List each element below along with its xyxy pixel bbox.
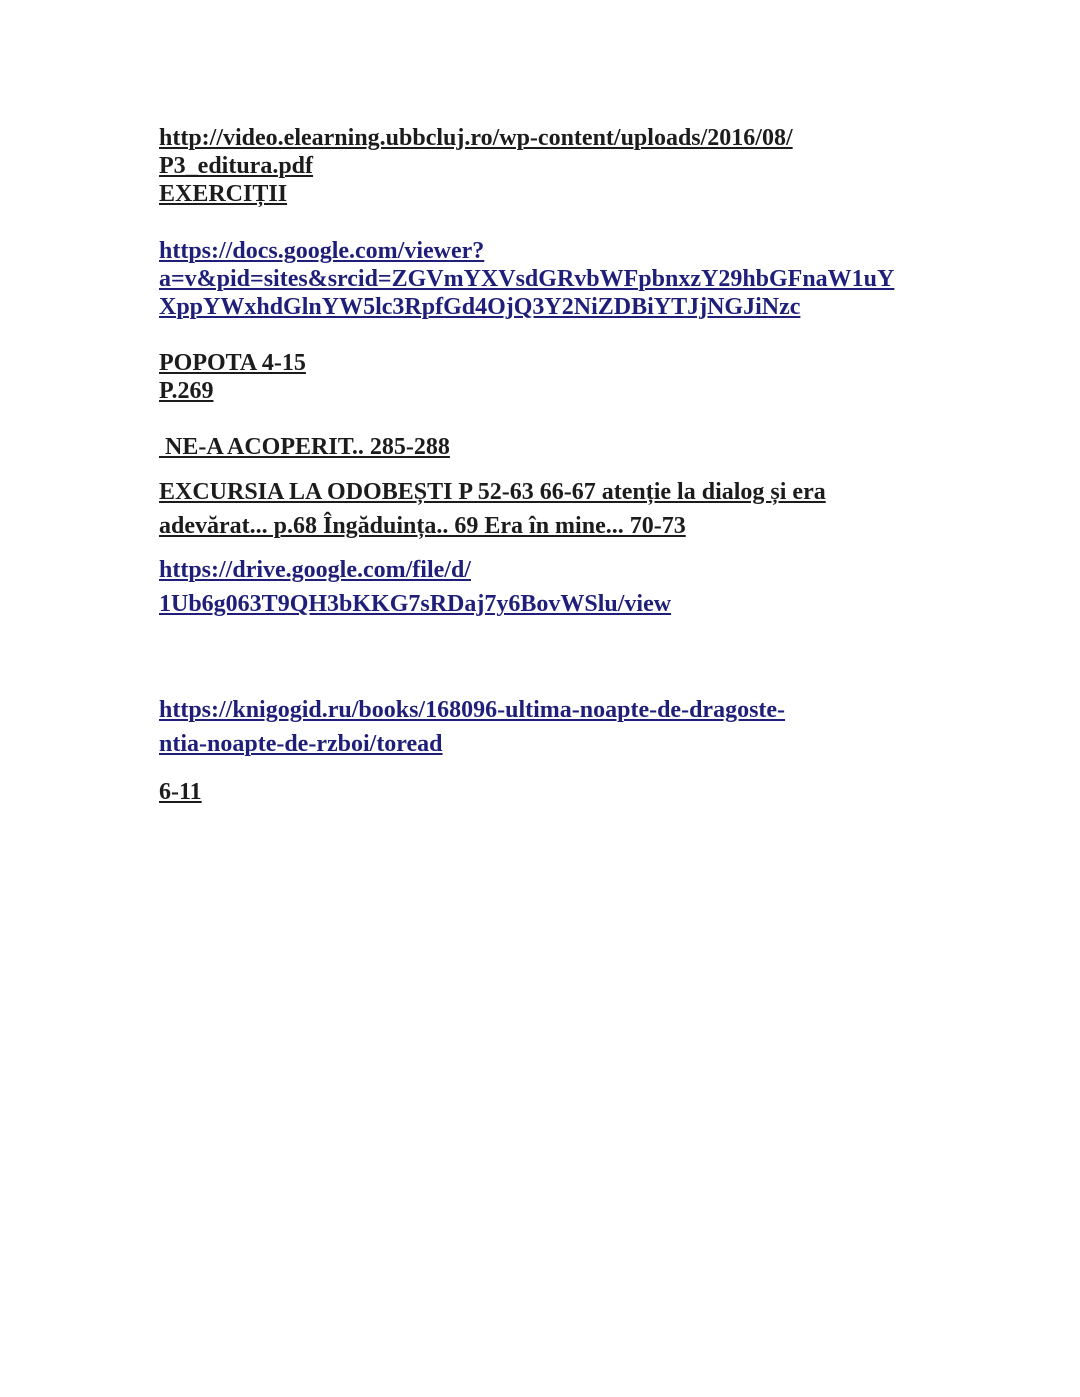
document-body [159, 124, 959, 809]
docs-viewer-link-line-2[interactable]: a=v&pid=sites&srcid=ZGVmYXVsdGRvbWFpbnxzY29hbGFnaW1uY [159, 266, 895, 292]
video-link-line-2[interactable]: P3_editura.pdf [159, 153, 314, 179]
popota-page-ref: P.269 [159, 378, 214, 404]
excursia-line-2: adevărat... p.68 Îngăduința.. 69 Era în mine... 70-73 [159, 513, 686, 539]
popota-pages: POPOTA 4-15 [159, 350, 306, 376]
pages-6-11: 6-11 [159, 779, 202, 805]
ne-a-acoperit-pages: NE-A ACOPERIT.. 285-288 [159, 434, 450, 460]
excursia-line-1: EXCURSIA LA ODOBEȘTI P 52-63 66-67 atenție la dialog și era [159, 479, 826, 505]
docs-viewer-link-line-1[interactable]: https://docs.google.com/viewer? [159, 238, 485, 264]
video-link-line-1[interactable]: http://video.elearning.ubbcluj.ro/wp-content/uploads/2016/08/ [159, 125, 793, 151]
exercitii-heading: EXERCIȚII [159, 181, 288, 207]
knigogid-link-line-2[interactable]: ntia-noapte-de-rzboi/toread [159, 731, 443, 757]
drive-link-line-1[interactable]: https://drive.google.com/file/d/ [159, 557, 471, 583]
docs-viewer-link-line-3[interactable]: XppYWxhdGlnYW5lc3RpfGd4OjQ3Y2NiZDBiYTJjNGJiNzc [159, 294, 801, 320]
knigogid-link-line-1[interactable]: https://knigogid.ru/books/168096-ultima-noapte-de-dragoste- [159, 697, 786, 723]
drive-link-line-2[interactable]: 1Ub6g063T9QH3bKKG7sRDaj7y6BovWSlu/view [159, 591, 672, 617]
